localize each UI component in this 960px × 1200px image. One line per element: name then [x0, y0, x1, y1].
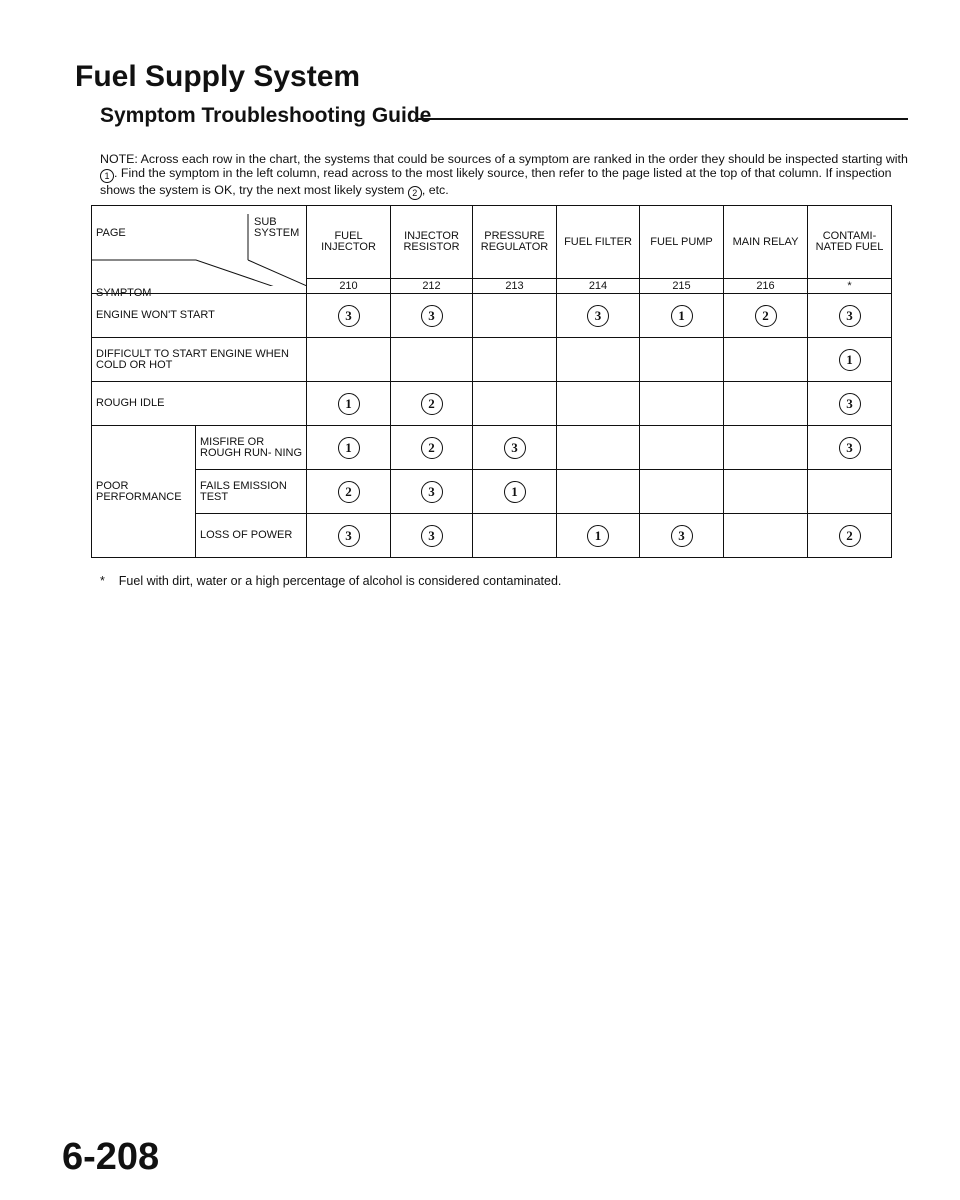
column-header-fuel-injector: FUEL INJECTOR: [307, 206, 391, 279]
rank-circle: 1: [338, 393, 360, 415]
table-row: [92, 294, 892, 338]
rank-circle: 2: [338, 481, 360, 503]
table-row: [92, 470, 892, 514]
symptom-cell: MISFIRE OR ROUGH RUN- NING: [196, 426, 307, 470]
rank-cell: [307, 426, 391, 470]
rank-cell: [391, 426, 473, 470]
page-label: PAGE: [96, 226, 126, 239]
column-header-contaminated-fuel: CONTAMI- NATED FUEL: [808, 206, 892, 279]
rank-cell: [640, 426, 724, 470]
rank-cell: [391, 470, 473, 514]
symptom-label: SYMPTOM: [96, 286, 152, 299]
footnote-text: Fuel with dirt, water or a high percentage of alcohol is considered contaminated.: [118, 574, 562, 588]
column-header-main-relay: MAIN RELAY: [724, 206, 808, 279]
rank-circle: 1: [839, 349, 861, 371]
page-ref: 214: [557, 279, 640, 294]
rank-cell: [640, 382, 724, 426]
rank-cell: [307, 470, 391, 514]
rank-cell: [391, 382, 473, 426]
rank-cell: [808, 294, 892, 338]
symptom-cell: ENGINE WON'T START: [92, 294, 307, 338]
rank-cell: [640, 514, 724, 558]
rank-circle: 3: [839, 393, 861, 415]
rank-cell: [473, 338, 557, 382]
rank-cell: [724, 426, 808, 470]
rank-cell: [808, 514, 892, 558]
rank-circle: 1: [504, 481, 526, 503]
rank-cell: [640, 338, 724, 382]
page-ref: 213: [473, 279, 557, 294]
rank-cell: [808, 338, 892, 382]
rank-circle: 1: [338, 437, 360, 459]
table-row: [92, 514, 892, 558]
rank-cell: [724, 382, 808, 426]
rank-cell: [391, 294, 473, 338]
page-ref: 216: [724, 279, 808, 294]
note-mid: . Find the symptom in the left column, read across to the most likely source, then refer to the page listed at the top of that column. If inspection shows the system is OK, try the next most likely system: [100, 166, 892, 197]
rank-circle: 3: [587, 305, 609, 327]
rank-cell: [307, 294, 391, 338]
rank-cell: [473, 426, 557, 470]
rank-cell: [557, 382, 640, 426]
symptom-cell: LOSS OF POWER: [196, 514, 307, 558]
rank-circle: 2: [421, 393, 443, 415]
rank-cell: [391, 338, 473, 382]
rank-1-symbol: 1: [100, 169, 114, 183]
rank-cell: [557, 426, 640, 470]
rank-cell: [724, 338, 808, 382]
page-ref: 215: [640, 279, 724, 294]
symptom-cell: FAILS EMISSION TEST: [196, 470, 307, 514]
subtitle-rule: [418, 118, 908, 120]
rank-circle: 3: [839, 305, 861, 327]
corner-header-cell: [92, 206, 307, 299]
rank-cell: [307, 514, 391, 558]
rank-cell: [808, 426, 892, 470]
symptom-cell: ROUGH IDLE: [92, 382, 307, 426]
rank-cell: [557, 470, 640, 514]
rank-cell: [808, 382, 892, 426]
rank-circle: 1: [587, 525, 609, 547]
rank-cell: [391, 514, 473, 558]
rank-cell: [473, 294, 557, 338]
page-title: Fuel Supply System: [75, 60, 361, 93]
rank-circle: 2: [421, 437, 443, 459]
footnote: [100, 574, 561, 588]
rank-cell: [640, 470, 724, 514]
instruction-note: [100, 152, 908, 200]
rank-2-symbol: 2: [408, 186, 422, 200]
rank-cell: [557, 338, 640, 382]
page-ref: 210: [307, 279, 391, 294]
rank-cell: [808, 470, 892, 514]
footnote-mark: *: [100, 574, 105, 588]
rank-circle: 3: [421, 525, 443, 547]
troubleshooting-table: [91, 205, 892, 558]
rank-circle: 1: [671, 305, 693, 327]
column-header-injector-resistor: INJECTOR RESISTOR: [391, 206, 473, 279]
section-subtitle: Symptom Troubleshooting Guide: [100, 104, 432, 127]
rank-cell: [557, 294, 640, 338]
rank-cell: [473, 382, 557, 426]
page-ref: *: [808, 279, 892, 294]
rank-cell: [307, 338, 391, 382]
rank-circle: 3: [338, 525, 360, 547]
rank-circle: 3: [338, 305, 360, 327]
rank-circle: 3: [421, 305, 443, 327]
rank-cell: [557, 514, 640, 558]
page-ref: 212: [391, 279, 473, 294]
rank-circle: 3: [504, 437, 526, 459]
rank-cell: [724, 470, 808, 514]
rank-cell: [640, 294, 724, 338]
page-number: 6-208: [62, 1136, 160, 1178]
rank-circle: 3: [421, 481, 443, 503]
note-prefix: NOTE: Across each row in the chart, the systems that could be sources of a symptom are ranked in the order they should be inspected starting with: [100, 152, 908, 166]
table-row: [92, 382, 892, 426]
column-header-pressure-regulator: PRESSURE REGULATOR: [473, 206, 557, 279]
symptom-cell: DIFFICULT TO START ENGINE WHEN COLD OR HOT: [92, 338, 307, 382]
rank-cell: [307, 382, 391, 426]
column-header-fuel-pump: FUEL PUMP: [640, 206, 724, 279]
rank-cell: [724, 294, 808, 338]
rank-cell: [473, 470, 557, 514]
sub-system-label: SUB SYSTEM: [254, 215, 300, 239]
note-suffix: , etc.: [421, 183, 449, 197]
rank-cell: [473, 514, 557, 558]
rank-circle: 2: [755, 305, 777, 327]
rank-cell: [724, 514, 808, 558]
table-row: [92, 338, 892, 382]
rank-circle: 3: [839, 437, 861, 459]
symptom-group-cell: POOR PERFORMANCE: [92, 426, 196, 558]
rank-circle: 2: [839, 525, 861, 547]
table-row: [92, 426, 892, 470]
column-header-fuel-filter: FUEL FILTER: [557, 206, 640, 279]
rank-circle: 3: [671, 525, 693, 547]
